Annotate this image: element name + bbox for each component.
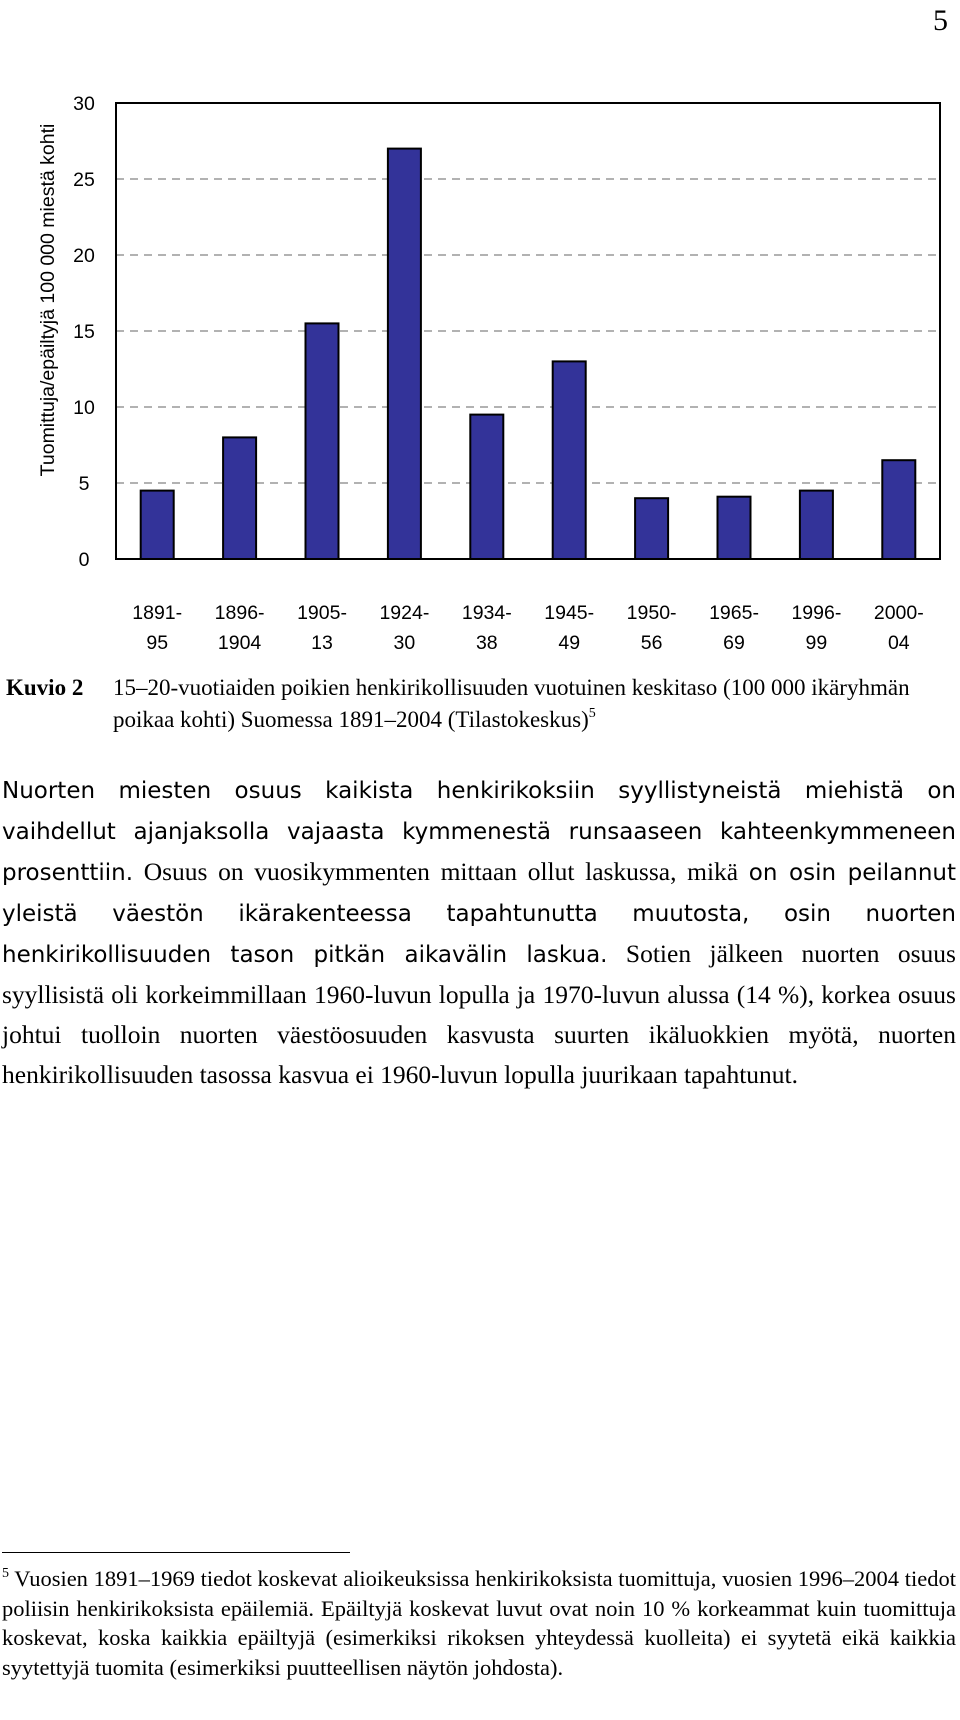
bar [470, 415, 503, 559]
y-tick-label: 15 [73, 321, 95, 343]
bar [553, 361, 586, 559]
y-tick-label: 20 [73, 245, 95, 267]
footnote-number: 5 [2, 1566, 9, 1581]
y-tick-label: 10 [73, 397, 95, 419]
bar [882, 460, 915, 559]
caption-text [113, 672, 956, 736]
x-tick-label: 38 [475, 632, 498, 654]
x-tick-label: 1924- [379, 602, 430, 624]
x-tick-label: 69 [723, 632, 745, 654]
caption-label: Kuvio 2 [6, 675, 84, 700]
x-tick-label: 56 [640, 632, 663, 654]
x-tick-label: 1965- [709, 602, 759, 624]
bar-chart [0, 80, 960, 654]
bars [141, 149, 916, 559]
x-tick-labels [132, 602, 923, 654]
y-tick-label: 5 [78, 473, 90, 495]
x-tick-label: 04 [887, 632, 910, 654]
x-tick-label: 1996- [791, 602, 842, 624]
bar [718, 497, 751, 559]
x-tick-label: 95 [146, 632, 169, 654]
body-paragraph [2, 770, 956, 1095]
bar [388, 149, 421, 559]
y-tick-labels [73, 93, 95, 571]
footnote [2, 1564, 956, 1682]
x-tick-label: 30 [393, 632, 416, 654]
y-axis-label: Tuomittuja/epäiltyjä 100 000 miestä kohti [37, 123, 59, 477]
x-tick-label: 1896- [214, 602, 265, 624]
caption-body: 15–20-vuotiaiden poikien henkirikollisuuden vuotuinen keskitaso (100 000 ikäryhmän poikaa kohti) Suomessa 1891–2004 (Tilastokeskus) [113, 675, 910, 732]
body-text-part-3: on osin peilannut yleistä väestön ikärakenteessa tapahtunutta muutosta, osin nuorten henkirikollisuuden tason pitkän aikavälin laskua. [2, 860, 957, 968]
figure-caption [6, 672, 956, 736]
page-number: 5 [933, 4, 948, 37]
y-tick-label: 0 [78, 549, 90, 571]
footnote-separator [2, 1552, 350, 1553]
body-text-part-2: Osuus on vuosikymmenten mittaan ollut laskussa, mikä [133, 857, 749, 886]
x-tick-label: 49 [558, 632, 581, 654]
x-tick-label: 1950- [626, 602, 677, 624]
x-tick-label: 1904 [217, 632, 262, 654]
caption-footnote-ref: 5 [588, 706, 596, 721]
x-tick-label: 1905- [297, 602, 347, 624]
x-tick-label: 1945- [544, 602, 595, 624]
bar [141, 491, 174, 559]
body-text-part-1: Nuorten miesten osuus kaikista henkirikoksiin syyllistyneistä miehistä on vaihdellut ajanjaksolla vajaasta kymmenestä runsaaseen kahteenkymmeneen prosenttiin. [2, 778, 956, 886]
x-tick-label: 2000- [873, 602, 924, 624]
y-tick-label: 30 [73, 93, 95, 115]
y-tick-label: 25 [73, 169, 95, 191]
x-tick-label: 1934- [461, 602, 512, 624]
bar [635, 498, 668, 559]
x-tick-label: 99 [805, 632, 828, 654]
body-text-part-4: Sotien jälkeen nuorten osuus syyllisistä oli korkeimmillaan 1960-luvun lopulla ja 1970-luvun alussa (14 %), korkea osuus johtui tuolloin nuorten väestöosuuden kasvusta suurten ikäluokkien myötä, nuorten henkirikollisuuden tasossa kasvua ei 1960-luvun lopulla juurikaan tapahtunut. [2, 939, 956, 1089]
footnote-text: Vuosien 1891–1969 tiedot koskevat alioikeuksissa henkirikoksista tuomittuja, vuosien 1996–2004 tiedot poliisin henkirikoksista epäilemiä. Epäiltyjä koskevat luvut ovat noin 10 % korkeammat kuin tuomittuja koskevat, koska kaikkia epäiltyjä (esimerkiksi rikoksen yhteydessä kuolleita) ei syytetä eikä kaikkia syytettyjä tuomita (esimerkiksi puutteellisen näytön johdosta). [2, 1566, 956, 1680]
x-tick-label: 13 [311, 632, 333, 654]
x-tick-label: 1891- [132, 602, 183, 624]
bar [223, 437, 256, 559]
bar [306, 323, 339, 559]
bar [800, 491, 833, 559]
